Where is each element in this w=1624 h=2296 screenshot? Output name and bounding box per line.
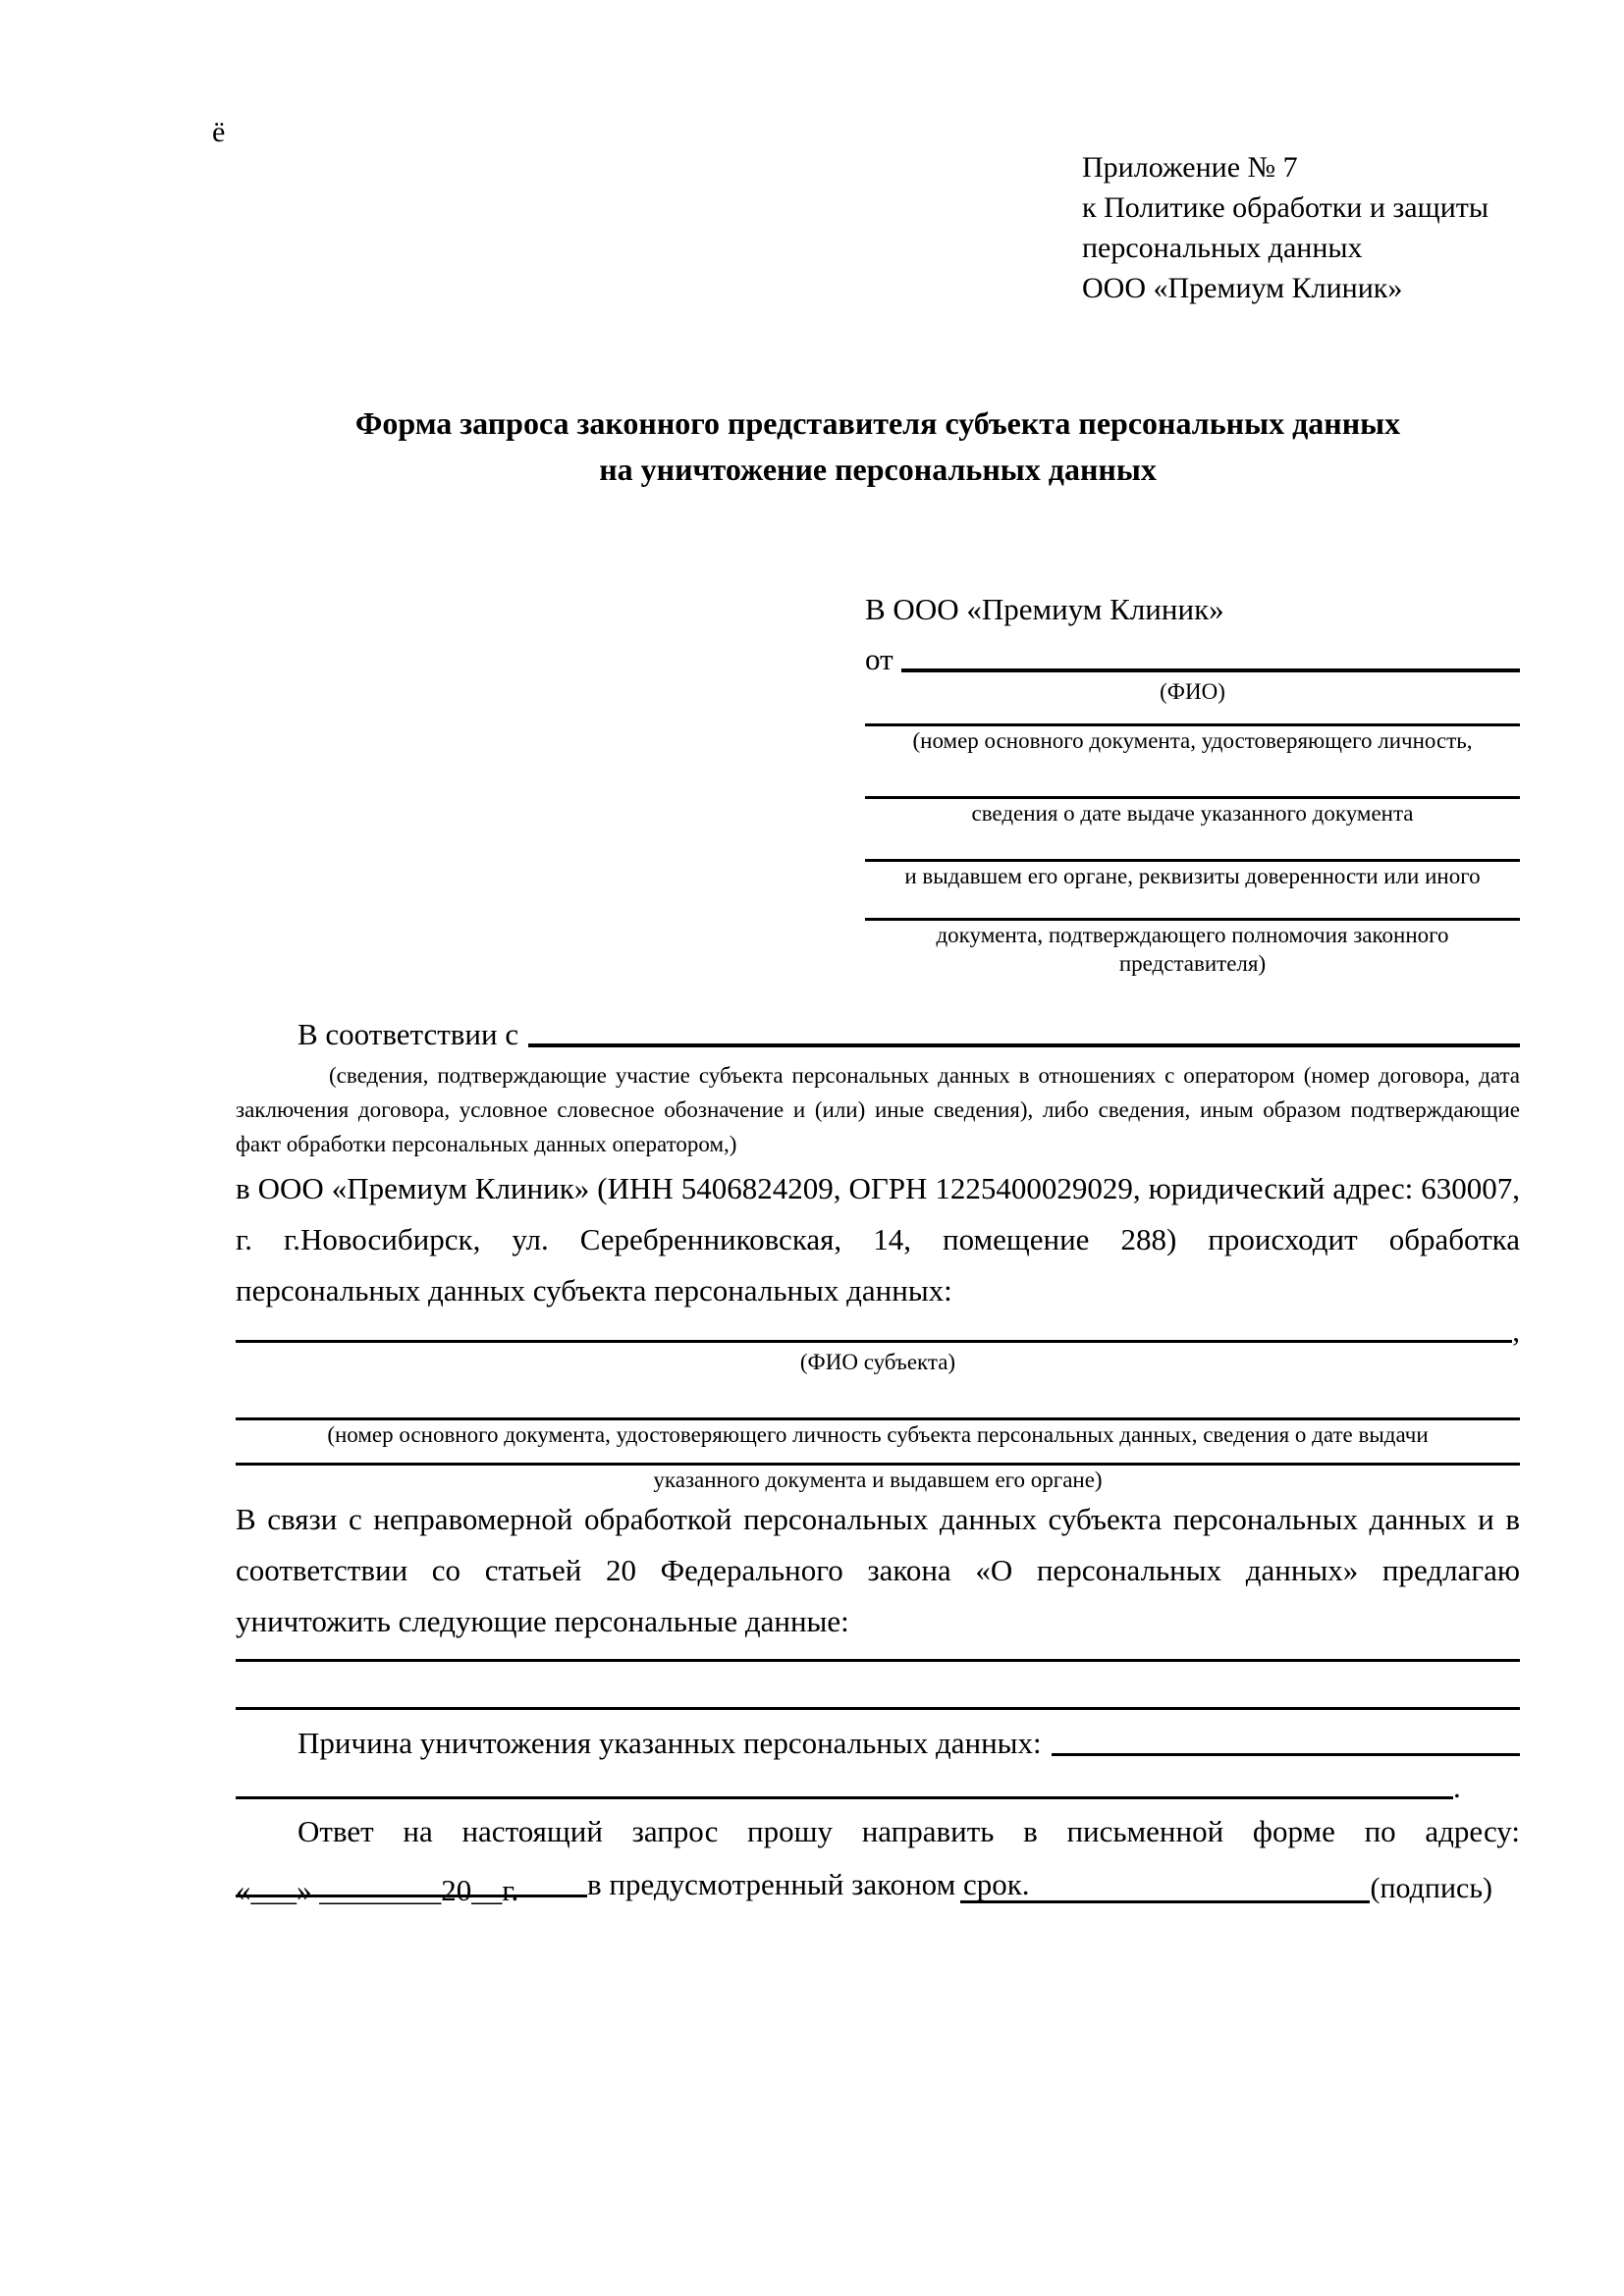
doc-blank-line xyxy=(865,828,1520,862)
page-content xyxy=(236,0,1520,1902)
doc-blank-line xyxy=(865,755,1520,799)
annex-line: ООО «Премиум Клиник» xyxy=(1082,272,1403,304)
from-fill-line xyxy=(901,668,1520,672)
answer-tail: в предусмотренный законом срок. xyxy=(587,1867,1030,1901)
subject-fio-caption: (ФИО субъекта) xyxy=(799,1350,956,1374)
from-label: от xyxy=(865,642,893,676)
answer-lead: Ответ на настоящий запрос прошу направить в письменной форме по адресу: xyxy=(298,1814,1520,1848)
footer xyxy=(236,1861,1520,1908)
signature-line xyxy=(960,1900,1370,1903)
doc-caption: документа, подтверждающего полномочия законного представителя) xyxy=(936,923,1449,976)
annex-line: персональных данных xyxy=(1082,232,1363,264)
reason-tail-line xyxy=(236,1796,1453,1799)
subject-doc-caption-2: указанного документа и выдавшем его органе) xyxy=(653,1468,1103,1492)
form-title-line1: Форма запроса законного представителя субъекта персональных данных xyxy=(354,405,1401,441)
addressee-to: В ООО «Премиум Клиник» xyxy=(865,592,1224,626)
reason-period: . xyxy=(1453,1770,1461,1804)
doc-caption: и выдавшем его органе, реквизиты доверенности или иного xyxy=(904,864,1481,888)
accordance-fill-line xyxy=(528,1043,1520,1047)
doc-caption: сведения о дате выдаче указанного документа xyxy=(971,801,1414,826)
data-blank-line-2 xyxy=(236,1662,1520,1710)
date-blank: «___» ________20__г. xyxy=(236,1873,519,1907)
annex-block xyxy=(1082,0,1520,308)
from-row xyxy=(865,632,1520,677)
reason-tail-row xyxy=(236,1761,1520,1804)
reason-fill-line xyxy=(1052,1753,1520,1756)
doc-caption: (номер основного документа, удостоверяющего личность, xyxy=(912,728,1473,753)
subject-fio-row xyxy=(236,1313,1520,1348)
subject-doc-line-1 xyxy=(236,1376,1520,1420)
subject-doc-line-2 xyxy=(236,1449,1520,1466)
form-title-line2: на уничтожение персональных данных xyxy=(599,452,1157,487)
destruction-paragraph: В связи с неправомерной обработкой персональных данных субъекта персональных данных и в соответствии со статьей 20 Федерального закона «О персональных данных» предлагаю уничтожить следующие персональные данные: xyxy=(236,1502,1520,1638)
subject-fio-comma: , xyxy=(1512,1313,1520,1348)
reason-row xyxy=(236,1716,1520,1761)
operator-paragraph: в ООО «Премиум Клиник» (ИНН 5406824209, ОГРН 1225400029029, юридический адрес: 630007, г. г.Новосибирск, ул. Серебренниковская, 14, помещение 288) происходит обработка персональных данных субъекта персональных данных: xyxy=(236,1171,1520,1308)
subject-doc-caption-1: (номер основного документа, удостоверяющего личность субъекта персональных данных, сведения о дате выдачи xyxy=(327,1422,1429,1447)
annex-line: Приложение № 7 xyxy=(1082,151,1298,184)
form-title xyxy=(236,400,1520,493)
data-blank-line-1 xyxy=(236,1647,1520,1662)
doc-blank-line xyxy=(865,890,1520,921)
stray-char: ё xyxy=(212,116,226,148)
reason-lead: Причина уничтожения указанных персональных данных: xyxy=(298,1726,1042,1760)
accordance-lead: В соответствии с xyxy=(298,1017,519,1051)
accordance-row xyxy=(236,1007,1520,1052)
doc-blank-line xyxy=(865,706,1520,726)
annex-line: к Политике обработки и защиты xyxy=(1082,191,1489,224)
subject-fio-line xyxy=(236,1340,1512,1343)
signature-caption: (подпись) xyxy=(1370,1872,1492,1904)
fio-caption: (ФИО) xyxy=(1160,679,1225,704)
accordance-note: (сведения, подтверждающие участие субъекта персональных данных в отношениях с оператором (номер договора, дата заключения договора, условное словесное обозначение и (или) иные сведения), либо сведения, иным образом подтверждающие факт обработки персональных данных оператором,) xyxy=(236,1063,1520,1156)
addressee-block xyxy=(865,587,1520,978)
